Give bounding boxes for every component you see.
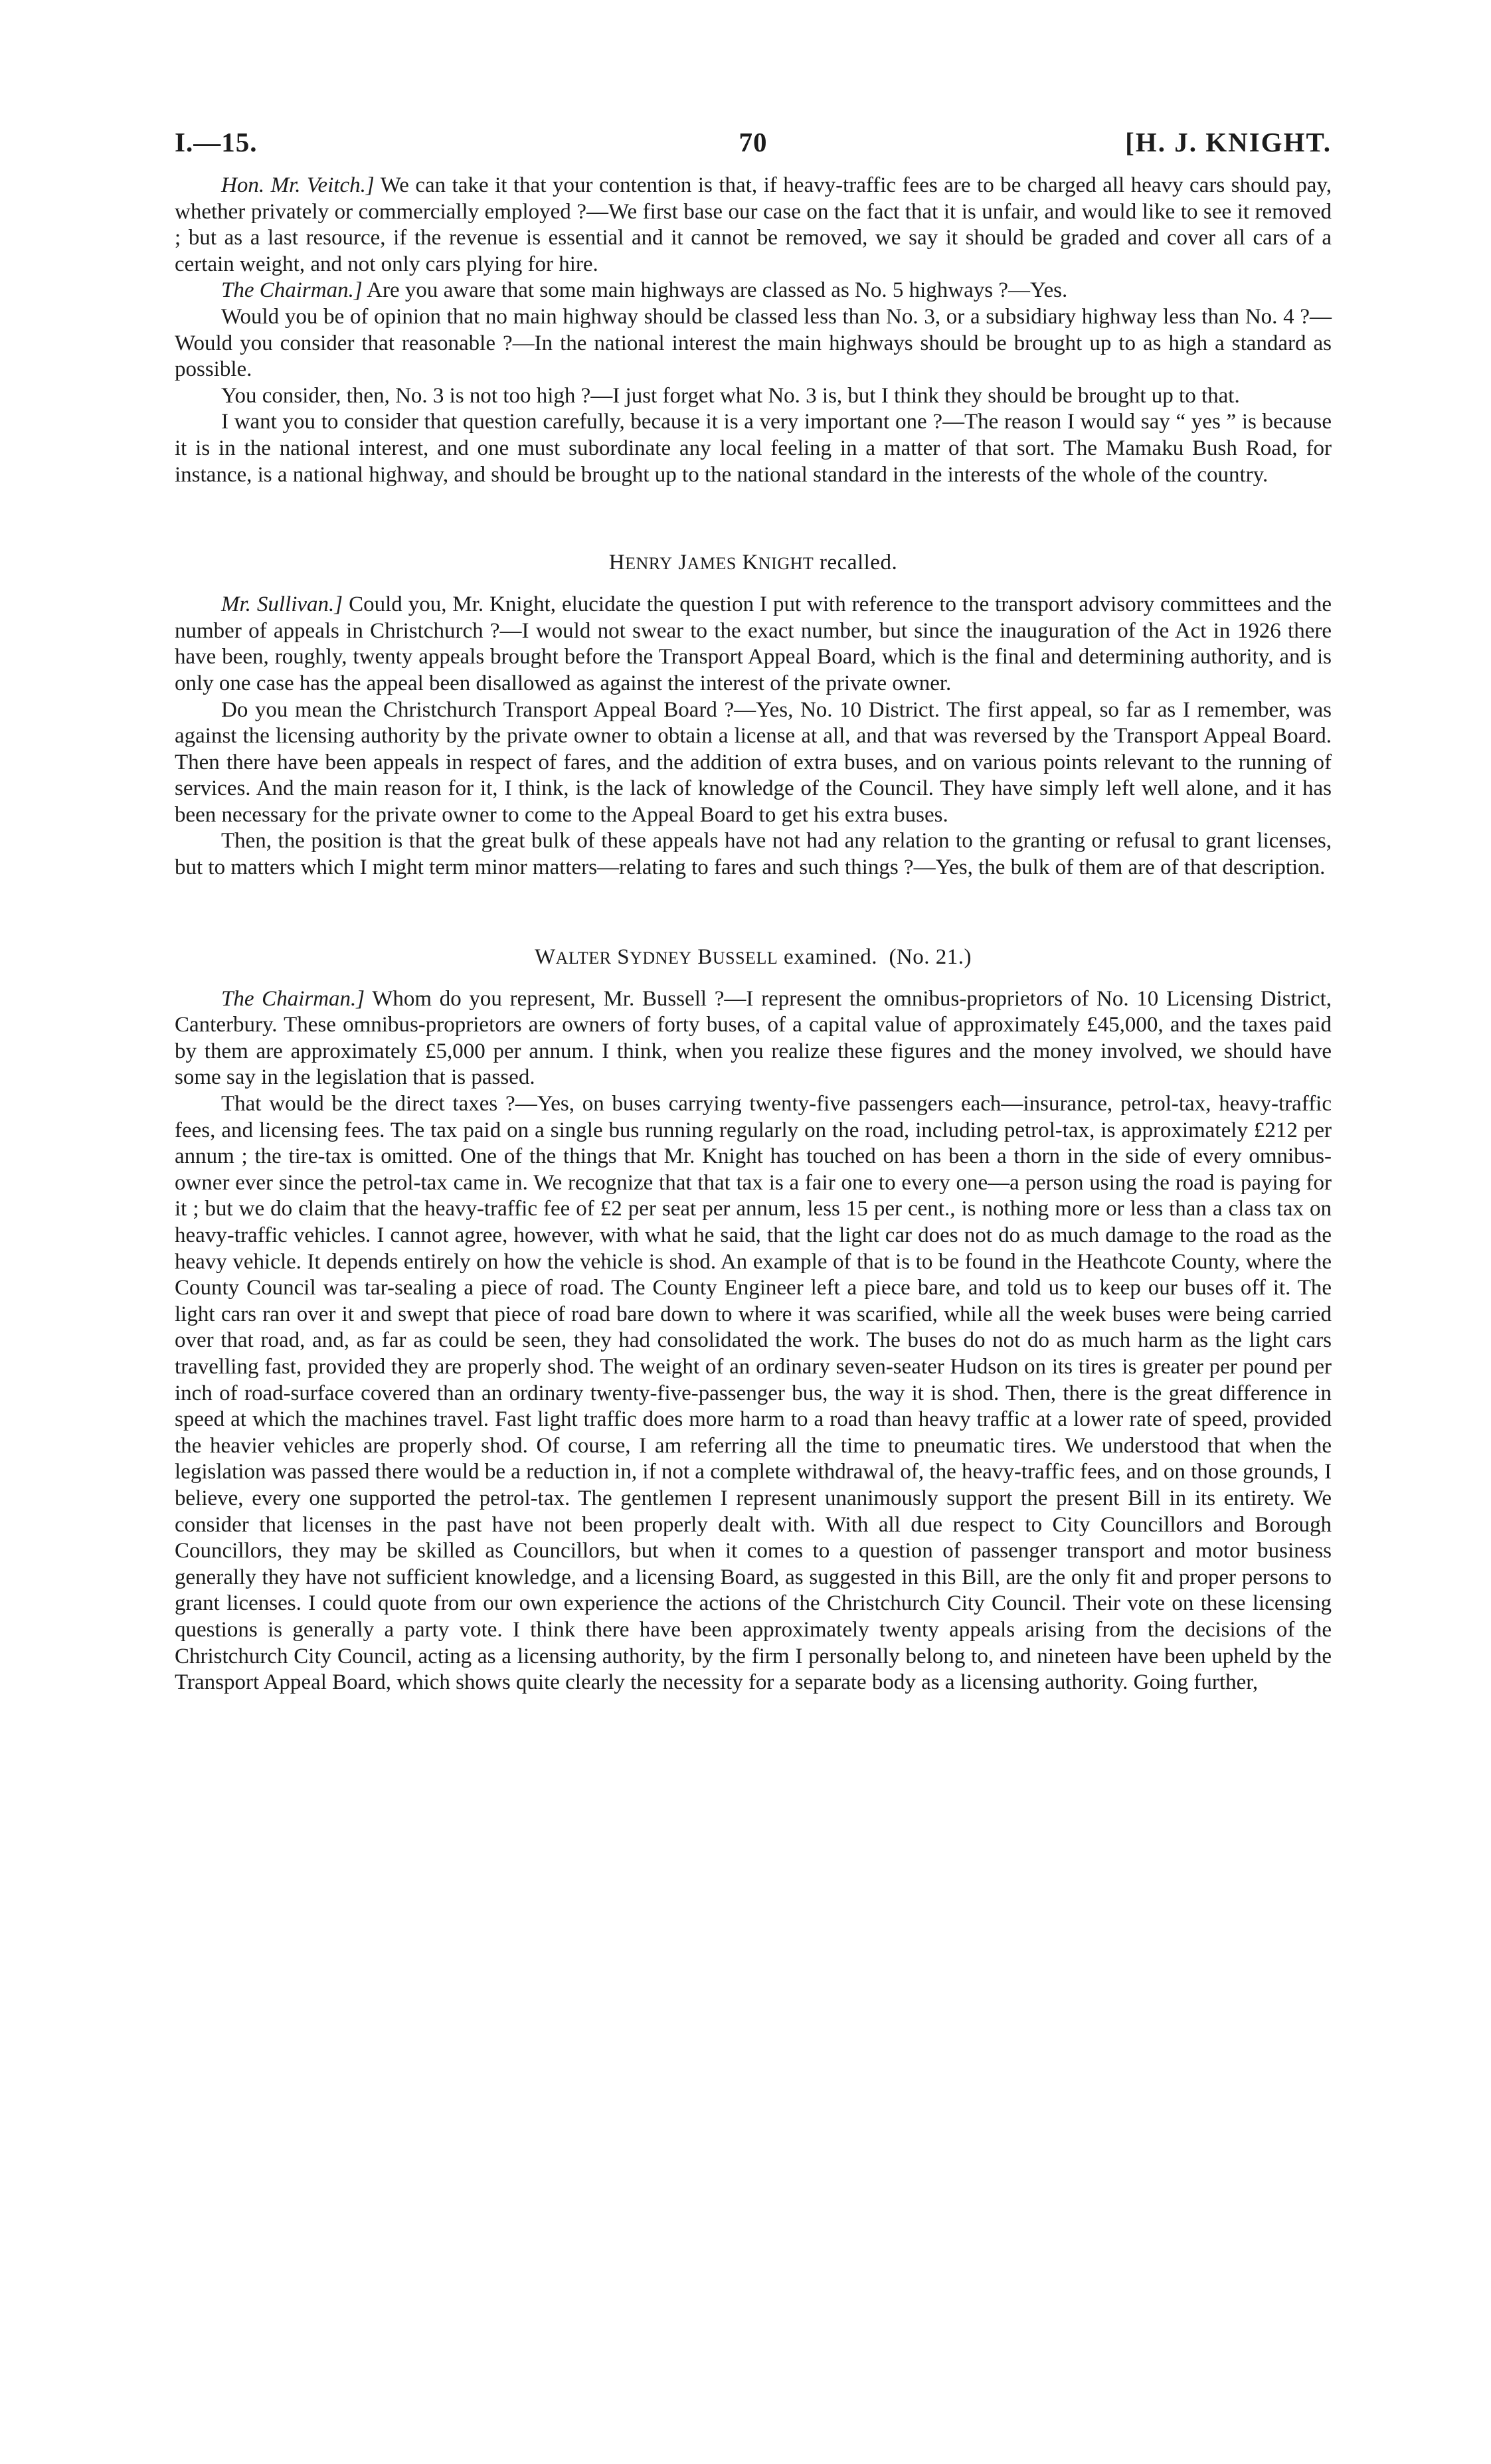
running-header — [175, 126, 1332, 173]
paragraph-text: Would you be of opinion that no main highway should be classed less than No. 3, or a subsidiary highway less than No. 4 ?—Would you consider that reasonable ?—In the national interest the main highways should be brought up to as high a standard as possible. — [175, 304, 1332, 382]
evidence-section-knight — [175, 549, 1332, 881]
parliamentary-paper-number: I.—15. — [175, 127, 258, 157]
evidence-paragraph — [175, 304, 1332, 383]
paragraph-text: I want you to consider that question carefully, because it is a very important one ?—The reason I would say “ yes ” is because it is in the national interest, and one must subordinate any local feeling in a matter of that sort. The Mamaku Bush Road, for instance, is a national highway, and should be brought up to the national standard in the interests of the whole of the country. — [175, 410, 1332, 487]
paragraph-text: Do you mean the Christchurch Transport Appeal Board ?—Yes, No. 10 District. The first appeal, so far as I remember, was against the licensing authority by the private owner to obtain a license at all, and that was reversed by the Transport Appeal Board. Then there have been appeals in respect of fares, and the addition of extra buses, and on various points relevant to the running of services. And the main reason for it, I think, is the lack of knowledge of the Council. They have simply left well alone, and it has been necessary for the private owner to come to the Appeal Board to get his extra buses. — [175, 697, 1332, 827]
evidence-paragraph — [175, 592, 1332, 697]
paragraph-text: Could you, Mr. Knight, elucidate the question I put with reference to the transport advisory committees and the number of appeals in Christchurch ?—I would not swear to the exact number, but since the inauguration of the Act in 1926 there have been, roughly, twenty appeals brought before the Transport Appeal Board, which is the final and determining authority, and is only one case has the appeal been disallowed as against the interest of the private owner. — [175, 592, 1332, 695]
evidence-section-continued — [175, 173, 1332, 488]
evidence-paragraph — [175, 278, 1332, 304]
evidence-paragraph — [175, 828, 1332, 881]
evidence-paragraph — [175, 409, 1332, 488]
evidence-paragraph — [175, 986, 1332, 1091]
evidence-section-bussell — [175, 944, 1332, 1696]
evidence-paragraph — [175, 173, 1332, 278]
evidence-paragraph — [175, 383, 1332, 410]
witness-heading: WALTER SYDNEY BUSSELL examined. (No. 21.) — [534, 944, 972, 969]
paragraph-text: That would be the direct taxes ?—Yes, on buses carrying twenty-five passengers each—insurance, petrol-tax, heavy-traffic fees, and licensing fees. The tax paid on a single bus running regularly on the road, including petrol-tax, is approximately £212 per annum ; the tire-tax is omitted. One of the things that Mr. Knight has touched on has been a thorn in the side of every omnibus-owner ever since the petrol-tax came in. We recognize that that tax is a fair one to every one—a person using the road is paying for it ; but we do claim that the heavy-traffic fee of £2 per seat per annum, less 15 per cent., is nothing more or less than a class tax on heavy-traffic vehicles. I cannot agree, however, with what he said, that the light car does not do as much damage to the road as the heavy vehicle. It depends entirely on how the vehicle is shod. An example of that is to be found in the Heathcote County, where the County Council was tar-sealing a piece of road. The County Engineer left a piece bare, and told us to keep our buses off it. The light cars ran over it and swept that piece of road bare down to where it was scarified, while all the week buses were being carried over that road, and, as far as could be seen, they had consolidated the work. The buses do not do as much harm as the light cars travelling fast, provided they are properly shod. The weight of an ordinary seven-seater Hudson on its tires is greater per pound per inch of road-surface covered than an ordinary twenty-five-passenger bus, the way it is shod. Then, there is the great difference in speed at which the machines travel. Fast light traffic does more harm to a road than heavy traffic at a lower rate of speed, provided the heavier vehicles are properly shod. Of course, I am referring all the time to pneumatic tires. We understood that when the legislation was passed there would be a reduction in, if not a complete withdrawal of, the heavy-traffic fees, and on those grounds, I believe, every one supported the petrol-tax. The gentlemen I represent unanimously support the present Bill in its entirety. We consider that licenses in the past have not been properly dealt with. With all due respect to City Councillors and Borough Councillors, they may be skilled as Councillors, but when it comes to a question of passenger transport and motor business generally they have not sufficient knowledge, and a licensing Board, as suggested in this Bill, are the only fit and proper persons to grant licenses. I could quote from our own experience the actions of the Christchurch City Council. Their vote on these licensing questions is generally a party vote. I think there have been approximately twenty appeals arising from the decisions of the Christchurch City Council, acting as a licensing authority, by the firm I personally belong to, and nineteen have been upheld by the Transport Appeal Board, which shows quite clearly the necessity for a separate body as a licensing authority. Going further, — [175, 1092, 1332, 1695]
witness-heading: HENRY JAMES KNIGHT recalled. — [608, 551, 898, 575]
witness-running-title: [H. J. KNIGHT. — [1125, 127, 1332, 157]
evidence-paragraph — [175, 697, 1332, 829]
speaker-label: The Chairman.] — [221, 986, 365, 1011]
page-number: 70 — [739, 127, 768, 157]
paragraph-text: You consider, then, No. 3 is not too high ?—I just forget what No. 3 is, but I think they should be brought up to that. — [221, 383, 1240, 408]
document-page — [175, 126, 1332, 1696]
speaker-label: Mr. Sullivan.] — [221, 592, 343, 617]
paragraph-text: Whom do you represent, Mr. Bussell ?—I represent the omnibus-proprietors of No. 10 Licensing District, Canterbury. These omnibus-proprietors are owners of forty buses, of a capital value of approximately £45,000, and the taxes paid by them are approximately £5,000 per annum. I think, when you realize these figures and the money involved, we should have some say in the legislation that is passed. — [175, 986, 1332, 1090]
paragraph-text: We can take it that your contention is that, if heavy-traffic fees are to be charged all heavy cars should pay, whether privately or commercially employed ?—We first base our case on the fact that it is unfair, and would like to see it removed ; but as a last resource, if the revenue is essential and it cannot be removed, we say it should be graded and cover all cars of a certain weight, and not only cars plying for hire. — [175, 173, 1332, 276]
paragraph-text: Then, the position is that the great bulk of these appeals have not had any relation to the granting or refusal to grant licenses, but to matters which I might term minor matters—relating to fares and such things ?—Yes, the bulk of them are of that description. — [175, 829, 1332, 880]
speaker-label: The Chairman.] — [221, 278, 363, 303]
evidence-paragraph — [175, 1091, 1332, 1696]
speaker-label: Hon. Mr. Veitch.] — [221, 173, 375, 197]
paragraph-text: Are you aware that some main highways are classed as No. 5 highways ?—Yes. — [362, 278, 1068, 303]
